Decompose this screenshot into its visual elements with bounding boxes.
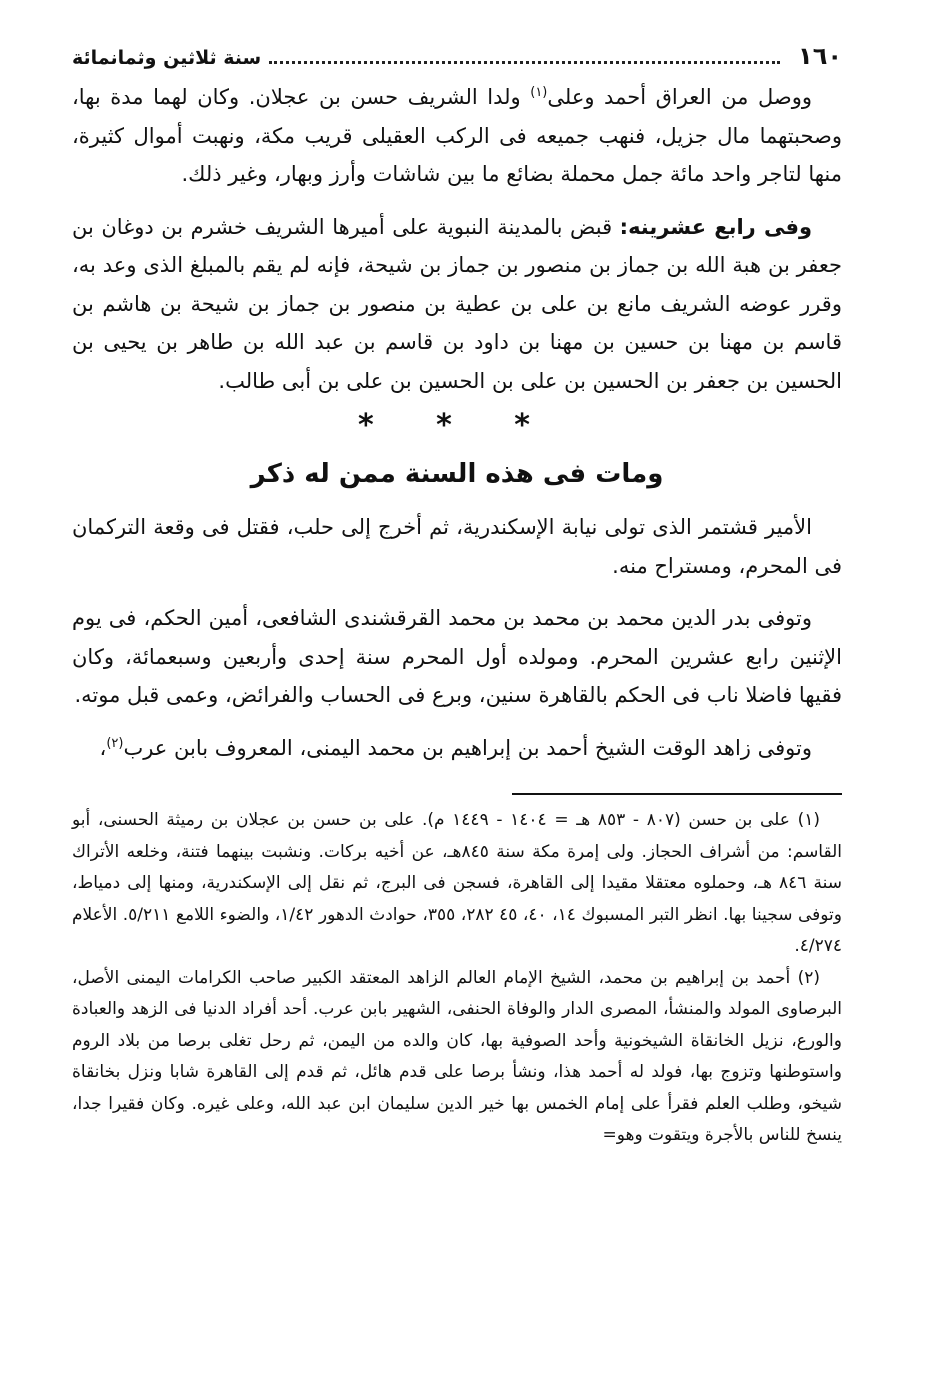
paragraph-medina-lead: وفى رابع عشرينه:: [619, 214, 812, 239]
book-page: [72, 42, 842, 1352]
paragraph-gap: [72, 194, 842, 208]
paragraph-arrival: [72, 78, 842, 194]
section-heading: ومات فى هذه السنة ممن له ذكر: [250, 459, 664, 489]
footnote-ref-1: (١): [530, 85, 548, 100]
footnote-ref-2: (٢): [106, 735, 124, 751]
footnotes: [72, 805, 842, 1152]
footnote-1: (١) على بن حسن (٨٠٧ - ٨٥٣ هـ = ١٤٠٤ - ١٤٤٩ م). على بن حسن بن عجلان بن رميثة الحسنى، أبو القاسم: من أشراف الحجاز. ولى إمرة مكة سنة ٨٤٥هـ، عن أخيه بركات. ونشبت بينهما فتنة، وخلعه الأتراك سنة ٨٤٦ هـ، وحملوه معتقلا مقيدا إلى القاهرة، فسجن فى البرج، ثم نقل إلى الإسكندرية، ومنها إلى دمياط، وتوفى سجينا بها. انظر التبر المسبوك ١٤، ٤٠، ٤٥ ٢٨٢، ٣٥٥، حوادث الدهور ١/٤٢، والضوء اللامع ٥/٢١١. الأعلام ٤/٢٧٤.: [72, 810, 842, 956]
footnote-2: (٢) أحمد بن إبراهيم بن محمد، الشيخ الإمام العالم الزاهد المعتقد الكبير صاحب الكرامات اليمنى الأصل، البرصاوى المولد والمنشأ، المصرى الدار والوفاة الحنفى، الشهير بابن عرب. أحد أفراد الدنيا فى الزهد والعبادة والورع، نزيل الخانقاة الشيخونية وأحد الصوفية بها، كان والده من اليمن، ثم رحل تغلى برصا من بلاد الروم واستوطنها وتزوج بها، فولد له أحمد هذا، ونشأ برصا على قدم هائل، ثم قدم إلى القاهرة شابا ونزل بخانقاة شيخو، وطلب العلم فقرأ على إمام الخمس بها خير الدين سليمان ابن عبد الله، وعلى غيره. وكان فقيرا جدا، ينسخ للناس بالأجرة ويتقوت وهو=: [72, 967, 842, 1145]
page-number: ١٦٠: [798, 42, 842, 70]
paragraph-ibn-arab-punct: ،: [99, 735, 107, 760]
paragraph-arrival-text-cont: ولدا الشريف حسن بن عجلان. وكان لهما مدة بها، وصحبتهما مال جزيل، فنهب جميعه فى الركب العقيلى قريب مكة، ونهبت أموال كثيرة، منها لتاجر واحد مائة جمل محملة بضائع ما بين شاشات وأرز وبهار، وغير ذلك.: [72, 85, 842, 186]
dotted-leader: [269, 61, 780, 64]
main-text: [72, 78, 842, 767]
paragraph-medina-text: قبض بالمدينة النبوية على أميرها الشريف خشرم بن دوغان بن جعفر بن هبة الله بن جماز بن منصور بن جماز بن شيحة، فإنه لم يقم بالمبلغ الذى وعد به، وقرر عوضه الشريف مانع بن على بن عطية بن منصور بن جماز بن شيحة بن هاشم بن قاسم بن مهنا بن حسين بن مهنا بن داود بن قاسم بن عبد الله بن طاهر بن يحيى بن الحسين بن جعفر بن الحسين بن على بن الحسين بن على بن أبى طالب.: [72, 214, 842, 393]
paragraph-medina: [72, 208, 842, 401]
running-head: [72, 42, 842, 78]
paragraph-qushtumur: الأمير قشتمر الذى تولى نيابة الإسكندرية، ثم أخرج إلى حلب، فقتل فى وقعة التركمان فى المحرم، ومستراح منه.: [72, 515, 842, 578]
footnote-divider: [512, 793, 842, 795]
running-title: سنة ثلاثين وثمانمائة: [72, 47, 262, 69]
paragraph-gap: [72, 585, 842, 599]
paragraph-ibn-arab-text: وتوفى زاهد الوقت الشيخ أحمد بن إبراهيم بن محمد اليمنى، المعروف بابن عرب: [123, 735, 812, 760]
section-separator: * * *: [358, 408, 556, 443]
paragraph-arrival-text: ووصل من العراق أحمد وعلى: [547, 85, 812, 109]
paragraph-gap: [72, 715, 842, 729]
paragraph-badr-al-din: وتوفى بدر الدين محمد بن محمد بن محمد القرقشندى الشافعى، أمين الحكم، فى يوم الإثنين رابع عشرين المحرم. ومولده أول المحرم سنة إحدى وأربعين وسبعمائة، وكان فقيها فاضلا ناب فى الحكم بالقاهرة سنين، وبرع فى الحساب والفرائض، وعمى قبل موته.: [72, 606, 842, 707]
paragraph-ibn-arab: [72, 729, 842, 768]
